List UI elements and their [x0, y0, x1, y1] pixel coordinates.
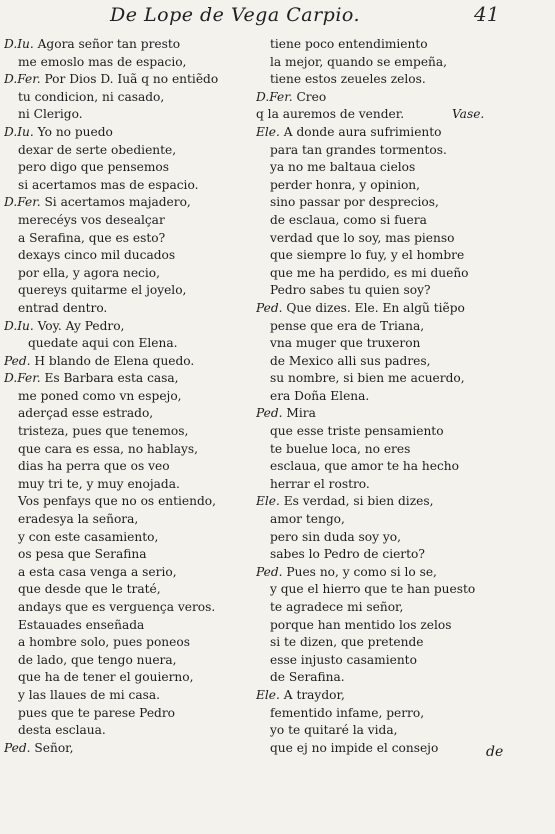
- verse-text: Que dizes. Ele. En algũ tiẽpo: [286, 300, 465, 315]
- verse-line: [4, 142, 269, 160]
- verse-line: [4, 705, 269, 723]
- verse-line: [4, 300, 269, 318]
- verse-line: [4, 423, 269, 441]
- verse-text: de Serafina.: [270, 670, 345, 685]
- verse-text: Pedro sabes tu quien soy?: [270, 283, 431, 298]
- verse-text: Vos penfays que no os entiendo,: [18, 494, 216, 509]
- verse-line: [256, 634, 552, 652]
- verse-line: [256, 370, 552, 388]
- verse-text: a hombre solo, pues poneos: [18, 635, 190, 650]
- verse-line: [4, 405, 269, 423]
- verse-line: [4, 546, 269, 564]
- verse-text: me poned como vn espejo,: [18, 388, 182, 403]
- verse-line: [256, 388, 552, 406]
- verse-text: H blando de Elena quedo.: [34, 353, 195, 368]
- verse-line: [256, 423, 552, 441]
- verse-text: desta esclaua.: [18, 723, 106, 738]
- verse-text: que desde que le traté,: [18, 582, 161, 597]
- verse-line: [256, 71, 552, 89]
- verse-text: de esclaua, como si fuera: [270, 212, 427, 227]
- verse-line: [256, 265, 552, 283]
- speaker-label: D.Iu.: [4, 37, 34, 51]
- verse-line: [4, 687, 269, 705]
- verse-line: [256, 54, 552, 72]
- verse-line: [256, 529, 552, 547]
- speaker-label: Ped.: [256, 564, 283, 579]
- verse-line: [256, 36, 552, 54]
- speaker-label: Ele.: [256, 494, 280, 509]
- speaker-label: Ele.: [256, 687, 280, 702]
- verse-text: Estauades enseñada: [18, 617, 145, 632]
- verse-text: merecéys vos desealçar: [18, 212, 165, 227]
- verse-line: [256, 159, 552, 177]
- verse-text: tristeza, pues que tenemos,: [18, 424, 189, 439]
- verse-text: a Serafina, que es esto?: [18, 230, 166, 245]
- verse-line: [256, 493, 552, 511]
- verse-text: y con este casamiento,: [18, 529, 159, 544]
- verse-line: [256, 617, 552, 635]
- running-title: De Lope de Vega Carpio.: [110, 4, 361, 26]
- verse-line: [256, 124, 552, 142]
- verse-line: [256, 142, 552, 160]
- verse-text: esse injusto casamiento: [270, 652, 417, 667]
- verse-text: andays que es verguença veros.: [18, 600, 216, 614]
- verse-text: la mejor, quando se empeña,: [270, 54, 448, 69]
- verse-line: [4, 388, 269, 406]
- verse-line: [256, 652, 552, 670]
- verse-text: verdad que lo soy, mas pienso: [270, 230, 455, 245]
- verse-text: era Doña Elena.: [270, 388, 370, 403]
- verse-line: [256, 335, 552, 353]
- verse-line: [256, 687, 552, 705]
- verse-line: [4, 177, 269, 195]
- verse-line: [4, 230, 269, 248]
- verse-text: esclaua, que amor te ha hecho: [270, 459, 459, 474]
- verse-text: Es Barbara esta casa,: [44, 371, 179, 386]
- verse-line: [4, 124, 269, 142]
- speaker-label: D.Iu.: [4, 318, 34, 333]
- verse-line: [256, 212, 552, 230]
- verse-text: sino passar por desprecios,: [270, 195, 439, 210]
- verse-line: [4, 353, 269, 371]
- verse-text: dias ha perra que os veo: [18, 459, 170, 474]
- verse-text: amor tengo,: [270, 512, 345, 527]
- verse-text: pero sin duda soy yo,: [270, 529, 401, 544]
- verse-text: fementido infame, perro,: [270, 705, 425, 720]
- verse-text: yo te quitaré la vida,: [270, 723, 398, 738]
- verse-text: a esta casa venga a serio,: [18, 564, 177, 579]
- verse-text: Voy. Ay Pedro,: [37, 318, 125, 333]
- speaker-label: D.Fer.: [4, 72, 41, 87]
- verse-text: ya no me baltaua cielos: [270, 160, 416, 175]
- verse-line: [4, 599, 269, 617]
- verse-text: Creo: [296, 89, 327, 104]
- verse-text: que ej no impide el consejo: [270, 740, 439, 755]
- left-column: [4, 36, 269, 757]
- verse-text: porque han mentido los zelos: [270, 617, 452, 632]
- verse-line: [4, 511, 269, 529]
- verse-line: [4, 159, 269, 177]
- verse-line: [4, 634, 269, 652]
- verse-line: [4, 669, 269, 687]
- verse-text: dexays cinco mil ducados: [18, 248, 176, 263]
- verse-line: [4, 36, 269, 54]
- verse-line: [256, 247, 552, 265]
- verse-text: os pesa que Serafina: [18, 547, 147, 562]
- verse-text: tu condicion, ni casado,: [18, 89, 165, 104]
- verse-line: [256, 581, 552, 599]
- verse-line: [4, 282, 269, 300]
- verse-text: de lado, que tengo nuera,: [18, 652, 177, 667]
- verse-text: te agradece mi señor,: [270, 600, 404, 614]
- verse-line: [4, 441, 269, 459]
- verse-text: Si acertamos majadero,: [44, 195, 191, 210]
- speaker-label: Ped.: [256, 406, 283, 421]
- verse-text: perder honra, y opinion,: [270, 177, 421, 192]
- verse-line: [256, 300, 552, 318]
- verse-line: [4, 106, 269, 124]
- verse-text: su nombre, si bien me acuerdo,: [270, 371, 465, 386]
- verse-line: [256, 722, 552, 740]
- verse-line: [4, 529, 269, 547]
- verse-line: [256, 405, 552, 423]
- verse-line: [4, 247, 269, 265]
- verse-text: que esse triste pensamiento: [270, 424, 444, 439]
- verse-line: [4, 617, 269, 635]
- verse-text: si te dizen, que pretende: [270, 635, 424, 650]
- stage-direction: Vase.: [452, 107, 485, 122]
- verse-text: que cara es essa, no hablays,: [18, 441, 199, 456]
- verse-text: que ha de tener el gouierno,: [18, 670, 194, 685]
- verse-text: q la auremos de vender.: [256, 107, 405, 122]
- verse-line: [4, 370, 269, 388]
- verse-line: [256, 458, 552, 476]
- verse-line: [256, 353, 552, 371]
- verse-text: tiene poco entendimiento: [270, 37, 428, 51]
- verse-line: [4, 564, 269, 582]
- verse-line: [256, 282, 552, 300]
- verse-text: A donde aura sufrimiento: [283, 124, 442, 139]
- verse-text: entrad dentro.: [18, 300, 108, 315]
- verse-text: Por Dios D. Iuã q no entiẽdo: [44, 72, 219, 87]
- verse-line: [256, 89, 552, 107]
- verse-line: [256, 106, 552, 124]
- verse-text: y las llaues de mi casa.: [18, 687, 161, 702]
- verse-text: y que el hierro que te han puesto: [270, 582, 476, 597]
- verse-line: [4, 54, 269, 72]
- speaker-label: D.Fer.: [256, 89, 293, 104]
- speaker-label: Ele.: [256, 124, 280, 139]
- verse-line: [4, 318, 269, 336]
- verse-line: [256, 441, 552, 459]
- verse-text: ni Clerigo.: [18, 107, 83, 122]
- verse-text: Es verdad, si bien dizes,: [283, 494, 434, 509]
- verse-text: Pues no, y como si lo se,: [286, 564, 437, 579]
- verse-line: [4, 493, 269, 511]
- verse-text: pues que te parese Pedro: [18, 705, 175, 720]
- verse-line: [256, 511, 552, 529]
- verse-line: [256, 230, 552, 248]
- verse-text: Señor,: [34, 740, 74, 755]
- verse-line: [256, 705, 552, 723]
- verse-text: Mira: [286, 406, 316, 421]
- verse-line: [256, 476, 552, 494]
- verse-line: [4, 458, 269, 476]
- verse-line: [4, 212, 269, 230]
- verse-text: te buelue loca, no eres: [270, 441, 411, 456]
- verse-line: [4, 265, 269, 283]
- speaker-label: Ped.: [4, 740, 31, 755]
- verse-line: [4, 476, 269, 494]
- verse-line: [256, 177, 552, 195]
- verse-text: me emoslo mas de espacio,: [18, 54, 187, 69]
- verse-line: [4, 581, 269, 599]
- verse-line: [4, 722, 269, 740]
- right-column: [256, 36, 552, 757]
- verse-text: A traydor,: [283, 687, 345, 702]
- verse-text: para tan grandes tormentos.: [270, 142, 447, 157]
- verse-text: vna muger que truxeron: [270, 336, 421, 351]
- verse-text: Agora señor tan presto: [37, 37, 181, 51]
- verse-text: eradesya la señora,: [18, 512, 139, 527]
- verse-text: por ella, y agora necio,: [18, 265, 160, 280]
- verse-line: [256, 194, 552, 212]
- speaker-label: D.Fer.: [4, 195, 41, 210]
- verse-line: [4, 71, 269, 89]
- speaker-label: Ped.: [256, 300, 283, 315]
- verse-text: aderçad esse estrado,: [18, 406, 154, 421]
- folio-number: 41: [474, 2, 500, 26]
- verse-line: [256, 564, 552, 582]
- verse-text: quedate aqui con Elena.: [28, 336, 178, 351]
- verse-text: que siempre lo fuy, y el hombre: [270, 248, 465, 263]
- verse-text: tiene estos zeueles zelos.: [270, 72, 426, 87]
- speaker-label: D.Iu.: [4, 124, 34, 139]
- verse-text: pero digo que pensemos: [18, 160, 169, 175]
- verse-line: [256, 740, 552, 758]
- verse-text: si acertamos mas de espacio.: [18, 177, 199, 192]
- verse-text: de Mexico alli sus padres,: [270, 353, 431, 368]
- verse-line: [4, 194, 269, 212]
- verse-text: pense que era de Triana,: [270, 318, 425, 333]
- verse-text: dexar de serte obediente,: [18, 142, 177, 157]
- verse-text: quereys quitarme el joyelo,: [18, 283, 187, 298]
- verse-line: [256, 669, 552, 687]
- speaker-label: D.Fer.: [4, 371, 41, 386]
- catchword: de: [486, 744, 504, 760]
- speaker-label: Ped.: [4, 353, 31, 368]
- verse-text: Yo no puedo: [37, 124, 113, 139]
- verse-line: [4, 89, 269, 107]
- verse-line: [4, 335, 269, 353]
- verse-text: herrar el rostro.: [270, 476, 370, 491]
- verse-text: muy tri te, y muy enojada.: [18, 476, 180, 491]
- verse-line: [256, 546, 552, 564]
- verse-text: que me ha perdido, es mi dueño: [270, 265, 469, 280]
- verse-line: [4, 652, 269, 670]
- verse-text: sabes lo Pedro de cierto?: [270, 547, 425, 562]
- verse-line: [256, 599, 552, 617]
- verse-line: [256, 318, 552, 336]
- verse-line: [4, 740, 269, 758]
